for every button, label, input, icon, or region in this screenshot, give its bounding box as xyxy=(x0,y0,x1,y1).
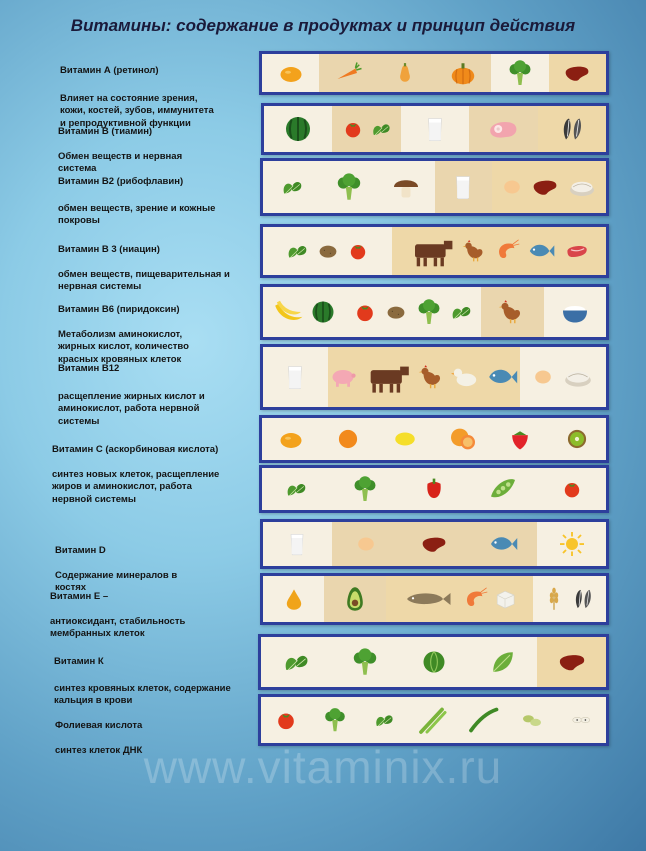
strawberry-icon xyxy=(507,425,533,453)
peas-icon xyxy=(486,474,520,504)
orange-fruit-icon xyxy=(274,58,308,88)
vitamin-desc: Метаболизм аминокислот, жирных кислот, количество красных кровяных клеток xyxy=(58,328,189,365)
vitamin-desc: антиоксидант, стабильность мембранных клеток xyxy=(50,615,186,639)
spinach-icon xyxy=(280,646,312,678)
broccoli-icon xyxy=(349,646,381,678)
kiwi-icon xyxy=(563,425,591,453)
vitamin-desc: Влияет на состояние зрения, кожи, костей, зубов, иммунитета и репродуктивной функции xyxy=(60,92,214,129)
fish-icon xyxy=(484,361,520,393)
watermelon-icon xyxy=(309,298,337,326)
vitamin-e-food-row xyxy=(260,573,609,625)
broccoli-icon xyxy=(321,706,349,734)
watermark: www.vitaminix.ru xyxy=(143,741,503,793)
vitamin-desc: синтез кровяных клеток, содержание кальция в крови xyxy=(54,682,231,706)
egg-icon xyxy=(353,531,379,557)
vitamin-name: Витамин В12 xyxy=(58,362,120,374)
cow-icon xyxy=(406,234,458,268)
vitamin-name: Витамин А (ретинол) xyxy=(60,64,159,76)
spinach-icon xyxy=(372,708,396,732)
beans-icon xyxy=(518,708,546,732)
tomato-icon xyxy=(560,477,584,501)
milk-glass-icon xyxy=(422,110,448,148)
vitamin-d-food-row xyxy=(260,519,609,569)
broccoli-icon xyxy=(333,171,365,203)
milk-glass-icon xyxy=(282,355,308,399)
spinach-icon xyxy=(284,238,310,264)
vitamin-c-food-row-fruits xyxy=(259,415,609,463)
orange-fruit-icon xyxy=(274,424,308,454)
vitamin-b3-food-row xyxy=(260,224,609,278)
banana-icon xyxy=(271,296,305,328)
liver-icon xyxy=(560,59,594,87)
shrimp-icon xyxy=(492,237,520,265)
sun-icon xyxy=(557,529,587,559)
vitamin-e-label xyxy=(50,578,185,653)
vitamin-desc: расщепление жирных кислот и аминокислот, работа нервной системы xyxy=(58,390,205,427)
vitamin-desc: обмен веществ, пищеварительная и нервная системы xyxy=(58,268,230,292)
rice-bowl-icon xyxy=(558,297,592,327)
vitamin-name: Фолиевая кислота xyxy=(55,719,143,731)
carrot-icon xyxy=(330,58,366,88)
vitamin-b-food-row xyxy=(261,103,609,155)
vitamin-b2-label xyxy=(58,163,215,240)
pumpkin-icon xyxy=(447,58,479,88)
green-beans-icon xyxy=(466,705,500,735)
spinach-icon xyxy=(279,174,305,200)
broccoli-icon xyxy=(505,58,535,88)
milk-glass-icon xyxy=(450,167,476,207)
vitamin-b12-label xyxy=(58,350,205,441)
vitamin-name: Витамин С (аскорбиновая кислота) xyxy=(52,443,219,455)
potato-icon xyxy=(382,300,410,324)
vitamin-b12-food-row xyxy=(260,344,609,410)
chicken-icon xyxy=(462,237,488,265)
cod-fish-icon xyxy=(400,584,456,614)
vitamin-desc: Обмен веществ и нервная система xyxy=(58,150,183,174)
steak-icon xyxy=(562,239,592,263)
vitamin-name: Витамин Е – xyxy=(50,590,109,602)
mushroom-icon xyxy=(391,172,421,202)
leaf-icon xyxy=(489,648,517,676)
grapefruit-icon xyxy=(446,423,480,455)
shrimp-icon xyxy=(460,585,488,613)
oyster-icon xyxy=(560,361,596,393)
vitamin-desc: синтез новых клеток, расщепление жиров и аминокислот, работа нервной системы xyxy=(52,468,220,505)
vitamin-desc: синтез клеток ДНК xyxy=(55,744,143,756)
vitamin-desc: Содержание минералов в костях xyxy=(55,569,178,593)
milk-glass-icon xyxy=(285,525,309,563)
sunflower-seeds-icon xyxy=(570,585,596,613)
cow-icon xyxy=(362,357,414,397)
spinach-icon xyxy=(283,476,309,502)
watermelon-icon xyxy=(282,113,314,145)
vitamin-a-food-row xyxy=(259,51,609,95)
duck-icon xyxy=(450,363,480,391)
vitamin-name: Витамин D xyxy=(55,544,106,556)
avocado-icon xyxy=(342,581,368,617)
tomato-icon xyxy=(346,239,370,263)
red-pepper-icon xyxy=(421,474,447,504)
vitamin-name: Витамин В2 (рибофлавин) xyxy=(58,175,184,187)
vitamin-b2-food-row xyxy=(260,158,609,216)
vitamin-name: Витамин В6 (пиридоксин) xyxy=(58,303,180,315)
folic-acid-food-row xyxy=(258,694,609,746)
sunflower-seeds-icon xyxy=(557,114,587,144)
spinach-icon xyxy=(448,299,474,325)
broccoli-icon xyxy=(414,297,444,327)
tomato-icon xyxy=(341,117,365,141)
pumpkin-squash-icon xyxy=(394,58,416,88)
broccoli-icon xyxy=(350,474,380,504)
orange-icon xyxy=(334,425,362,453)
ham-icon xyxy=(482,113,524,145)
vitamin-c-food-row-vegetables xyxy=(259,465,609,513)
chicken-icon xyxy=(498,297,526,327)
oyster-icon xyxy=(565,172,599,202)
fish-icon xyxy=(524,237,558,265)
lemon-icon xyxy=(388,426,422,452)
tomato-icon xyxy=(352,299,378,325)
vitamin-name: Витамин В 3 (ниацин) xyxy=(58,243,160,255)
vitamin-name: Витамин В (тиамин) xyxy=(58,125,153,137)
vitamin-c-label xyxy=(52,431,219,519)
egg-icon xyxy=(530,364,556,390)
pig-icon xyxy=(328,363,358,391)
page-title: Витамины: содержание в продуктах и принцип действия xyxy=(70,16,576,35)
tomato-icon xyxy=(273,707,299,733)
egg-icon xyxy=(499,174,525,200)
oil-drop-icon xyxy=(282,583,306,615)
tofu-icon xyxy=(492,586,518,612)
white-beans-icon xyxy=(565,709,597,731)
vitamin-k-food-row xyxy=(258,634,609,690)
vitamin-desc: обмен веществ, зрение и кожные покровы xyxy=(58,202,216,226)
liver-icon xyxy=(554,647,590,677)
vitamin-name: Витамин К xyxy=(54,655,104,667)
vitamin-b6-food-row xyxy=(260,284,609,340)
cabbage-icon xyxy=(419,647,449,677)
fish-icon xyxy=(485,529,521,559)
liver-icon xyxy=(529,173,561,201)
spinach-icon xyxy=(369,117,393,141)
liver-icon xyxy=(417,530,451,558)
chicken-icon xyxy=(418,361,446,393)
potato-icon xyxy=(314,239,342,263)
asparagus-icon xyxy=(416,705,450,735)
wheat-icon xyxy=(542,583,566,615)
